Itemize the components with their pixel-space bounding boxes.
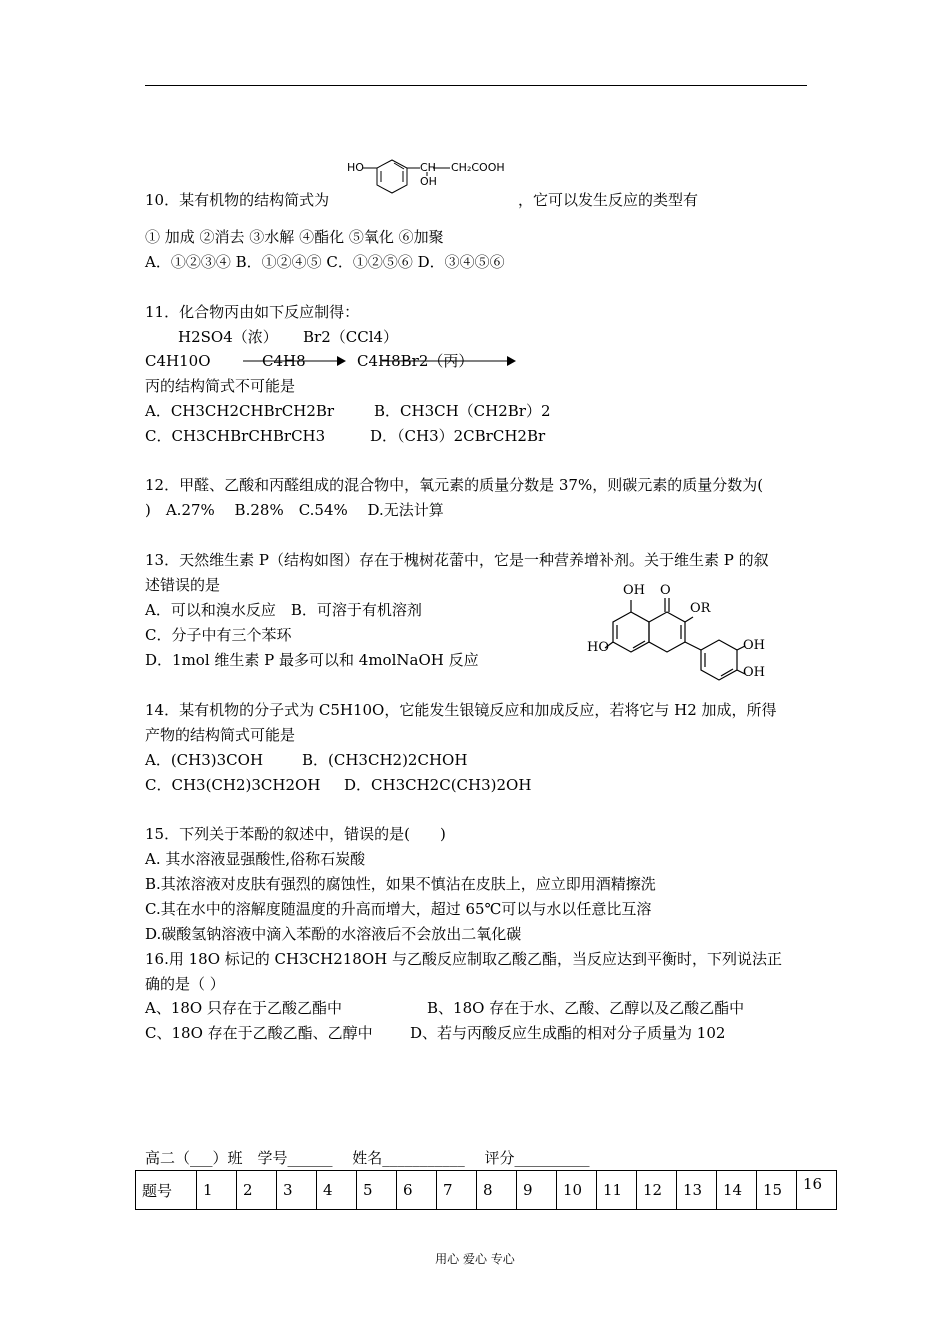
q10-options: ① 加成 ②消去 ③水解 ④酯化 ⑤氧化 ⑥加聚 (145, 228, 444, 246)
answer-cell-16[interactable]: 16 (797, 1171, 837, 1210)
q13-struct-oh-top: OH (623, 583, 645, 598)
q10-struct-oh: OH (420, 175, 437, 188)
q12-line-2: ) A.27% B.28% C.54% D.无法计算 (145, 501, 444, 519)
answer-cell-1[interactable]: 1 (197, 1171, 237, 1210)
q11-option-b: B．CH3CH（CH2Br）2 (374, 402, 551, 420)
answer-cell-11[interactable]: 11 (597, 1171, 637, 1210)
q13-struct-o: O (660, 583, 671, 598)
q11-end: C4H8Br2（丙） (357, 352, 474, 370)
q13-option-c: C．分子中有三个苯环 (145, 626, 292, 644)
q15-option-d: D.碳酸氢钠溶液中滴入苯酚的水溶液后不会放出二氧化碳 (145, 925, 522, 943)
q11-option-d: D．（CH3）2CBrCH2Br (370, 427, 546, 445)
q11-question: 丙的结构简式不可能是 (145, 377, 296, 395)
q16-option-b: B、18O 存在于水、乙酸、乙醇以及乙酸乙酯中 (427, 999, 745, 1017)
q13-struct-or: OR (690, 601, 711, 616)
header-rule (145, 85, 807, 86)
answer-cell-2[interactable]: 2 (237, 1171, 277, 1210)
answer-cell-10[interactable]: 10 (557, 1171, 597, 1210)
q13-line-2: 述错误的是 (145, 576, 221, 594)
q12-line-1: 12．甲醛、乙酸和丙醛组成的混合物中，氧元素的质量分数是 37%，则碳元素的质量分数为( (145, 476, 764, 494)
q10-stem-a: 10．某有机物的结构简式为 (145, 191, 330, 209)
answer-cell-6[interactable]: 6 (397, 1171, 437, 1210)
q16-line-1: 16.用 18O 标记的 CH3CH218OH 与乙酸反应制取乙酸乙酯，当反应达到平衡时，下列说法正 (145, 950, 782, 968)
q11-stem: 11．化合物丙由如下反应制得： (145, 303, 360, 321)
answer-cell-4[interactable]: 4 (317, 1171, 357, 1210)
q11-reagent-1: H2SO4（浓） (178, 328, 278, 346)
q16-line-2: 确的是（ ） (145, 975, 225, 993)
q15-option-b: B.其浓溶液对皮肤有强烈的腐蚀性，如果不慎沾在皮肤上，应立即用酒精擦洗 (145, 875, 656, 893)
q16-option-d: D、若与丙酸反应生成酯的相对分子质量为 102 (410, 1024, 726, 1042)
q10-stem-b: ，它可以发生反应的类型有 (518, 191, 699, 209)
answer-cell-14[interactable]: 14 (717, 1171, 757, 1210)
q10-struct-chain: CH₂COOH (451, 161, 505, 174)
q11-option-c: C．CH3CHBrCHBrCH3 (145, 427, 326, 445)
answer-cell-3[interactable]: 3 (277, 1171, 317, 1210)
q13-option-d: D．1mol 维生素 P 最多可以和 4molNaOH 反应 (145, 651, 479, 669)
answer-sheet-header: 高二（___）班 学号______ 姓名___________ 评分__________ (145, 1149, 590, 1167)
answer-cell-12[interactable]: 12 (637, 1171, 677, 1210)
q15-option-a: A. 其水溶液显强酸性,俗称石炭酸 (145, 850, 366, 868)
q10-struct-ho: HO (347, 161, 364, 174)
q15-option-c: C.其在水中的溶解度随温度的升高而增大，超过 65℃可以与水以任意比互溶 (145, 900, 652, 918)
answer-table-row (136, 1171, 837, 1210)
q15-stem: 15．下列关于苯酚的叙述中，错误的是( ) (145, 825, 446, 843)
q14-option-d: D．CH3CH2C(CH3)2OH (344, 776, 532, 794)
answer-cell-15[interactable]: 15 (757, 1171, 797, 1210)
q10-struct-ch: CH (420, 161, 436, 174)
answer-row-label: 题号 (136, 1171, 197, 1210)
answer-cell-13[interactable]: 13 (677, 1171, 717, 1210)
q11-start: C4H10O (145, 352, 211, 370)
q10-structure-figure (340, 150, 525, 198)
q13-struct-ho: HO (587, 640, 609, 655)
q14-line-1: 14．某有机物的分子式为 C5H10O，它能发生银镜反应和加成反应，若将它与 H2 加成，所得 (145, 701, 777, 719)
answer-cell-9[interactable]: 9 (517, 1171, 557, 1210)
q14-option-a: A．(CH3)3COH (145, 751, 264, 769)
q14-line-2: 产物的结构简式可能是 (145, 726, 296, 744)
q16-option-c: C、18O 存在于乙酸乙酯、乙醇中 (145, 1024, 373, 1042)
q11-mid: C4H8 (262, 352, 306, 370)
q10-choices: A．①②③④ B．①②④⑤ C．①②⑤⑥ D．③④⑤⑥ (145, 253, 505, 271)
q14-option-c: C．CH3(CH2)3CH2OH (145, 776, 321, 794)
q11-reagent-2: Br2（CCl4） (303, 328, 399, 346)
q13-option-ab: A．可以和溴水反应 B．可溶于有机溶剂 (145, 601, 422, 619)
answer-cell-8[interactable]: 8 (477, 1171, 517, 1210)
q16-option-a: A、18O 只存在于乙酸乙酯中 (145, 999, 342, 1017)
answer-cell-7[interactable]: 7 (437, 1171, 477, 1210)
q13-struct-oh-1: OH (743, 638, 765, 653)
answer-table (135, 1170, 837, 1210)
q14-option-b: B．(CH3CH2)2CHOH (302, 751, 468, 769)
q11-option-a: A．CH3CH2CHBrCH2Br (145, 402, 335, 420)
q11-arrows (240, 354, 520, 368)
q13-line-1: 13．天然维生素 P（结构如图）存在于槐树花蕾中，它是一种营养增补剂。关于维生素 P 的叙 (145, 551, 769, 569)
answer-cell-5[interactable]: 5 (357, 1171, 397, 1210)
q13-struct-oh-2: OH (743, 665, 765, 680)
page-footer: 用心 爱心 专心 (435, 1252, 515, 1266)
